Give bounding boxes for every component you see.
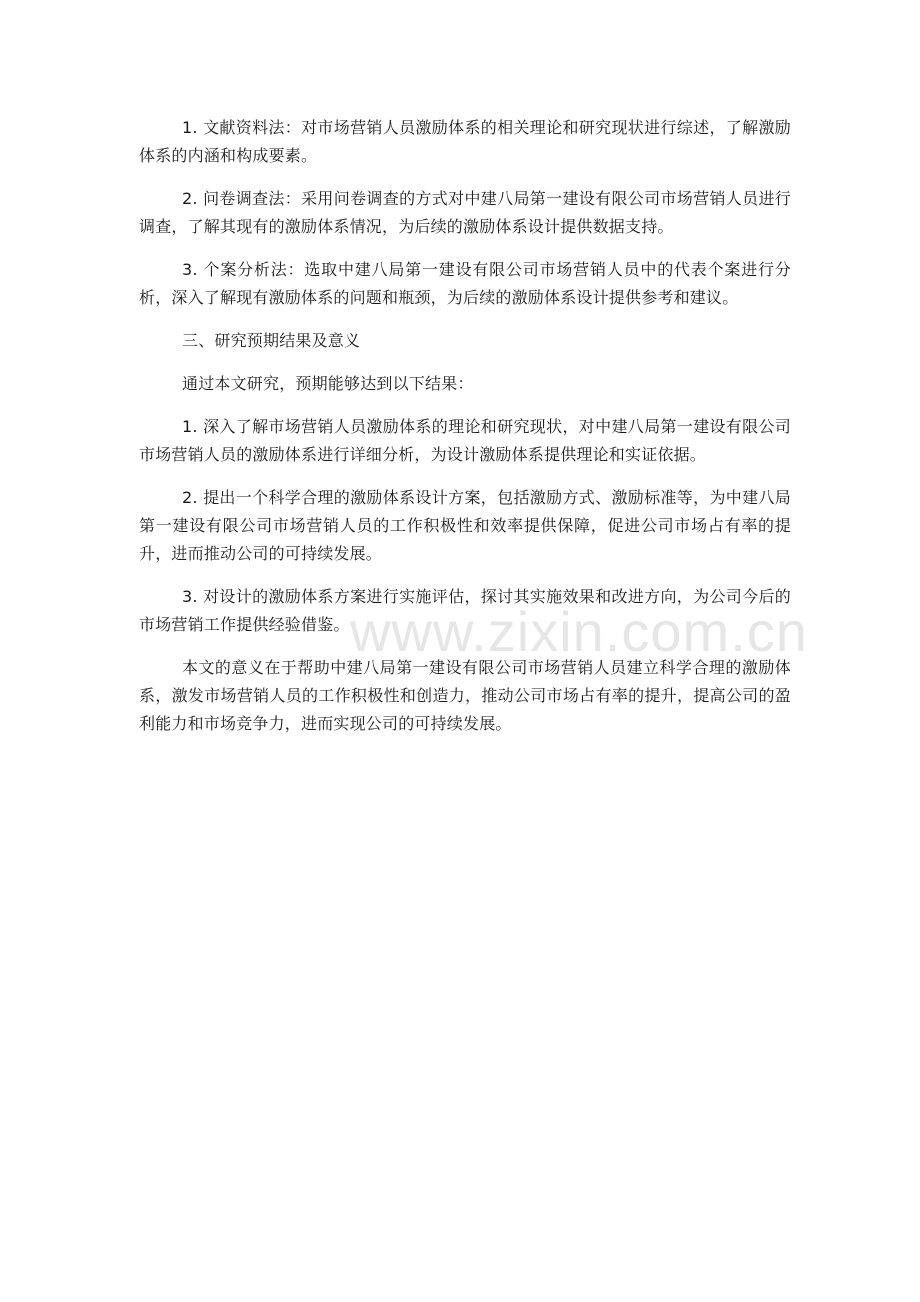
paragraph-method-questionnaire: 2. 问卷调查法：采用问卷调查的方式对中建八局第一建设有限公司市场营销人员进行调查，了解其现有的激励体系情况，为后续的激励体系设计提供数据支持。: [139, 189, 791, 236]
section-heading-expected-results: 三、研究预期结果及意义: [182, 331, 361, 350]
watermark: www.zixin.com.cn: [350, 600, 808, 663]
paragraph-method-literature: 1. 文献资料法：对市场营销人员激励体系的相关理论和研究现状进行综述，了解激励体系的内涵和构成要素。: [139, 118, 791, 165]
paragraph-method-case-analysis: 3. 个案分析法：选取中建八局第一建设有限公司市场营销人员中的代表个案进行分析，深入了解现有激励体系的问题和瓶颈，为后续的激励体系设计提供参考和建议。: [139, 260, 791, 307]
paragraph-result-1: 1. 深入了解市场营销人员激励体系的理论和研究现状，对中建八局第一建设有限公司市场营销人员的激励体系进行详细分析，为设计激励体系提供理论和实证依据。: [139, 417, 791, 464]
paragraph-results-intro: 通过本文研究，预期能够达到以下结果：: [182, 374, 474, 393]
paragraph-result-3: 3. 对设计的激励体系方案进行实施评估，探讨其实施效果和改进方向，为公司今后的市场营销工作提供经验借鉴。: [139, 587, 791, 634]
paragraph-result-2: 2. 提出一个科学合理的激励体系设计方案，包括激励方式、激励标准等，为中建八局第一建设有限公司市场营销人员的工作积极性和效率提供保障，促进公司市场占有率的提升，进而推动公司的可持续发展。: [139, 488, 791, 563]
document-body: [139, 114, 791, 753]
paragraph-significance: 本文的意义在于帮助中建八局第一建设有限公司市场营销人员建立科学合理的激励体系，激发市场营销人员的工作积极性和创造力，推动公司市场占有率的提升，提高公司的盈利能力和市场竞争力，进而实现公司的可持续发展。: [139, 658, 791, 733]
